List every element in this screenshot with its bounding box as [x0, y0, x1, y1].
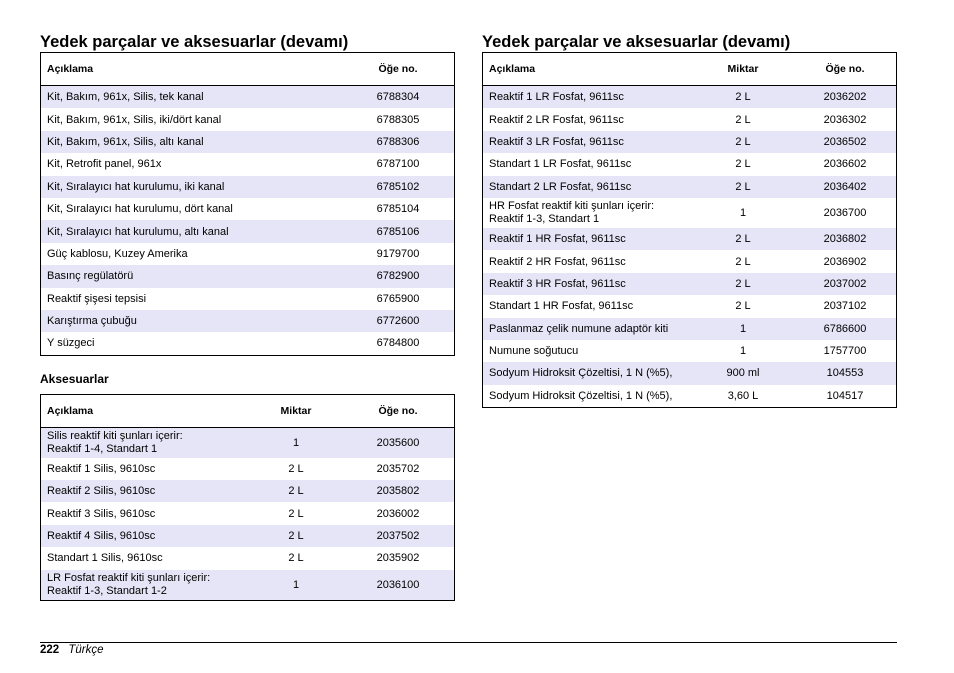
table-row [41, 480, 455, 502]
item-no-cell: 2035802 [342, 480, 455, 502]
description-cell [483, 362, 693, 384]
table-row [41, 131, 455, 153]
description-cell: Karıştırma çubuğu [41, 310, 343, 332]
column-header-item-no: Öğe no. [794, 53, 897, 86]
table-row [41, 458, 455, 480]
quantity-cell: 2 L [250, 547, 342, 569]
description-cell [483, 273, 693, 295]
table-row [41, 243, 455, 265]
item-no-cell: 2036802 [794, 228, 897, 250]
description-cell: Güç kablosu, Kuzey Amerika [41, 243, 343, 265]
table-row [41, 153, 455, 175]
item-no-cell: 6788306 [342, 131, 455, 153]
accessories-table [40, 394, 455, 601]
quantity-cell: 2 L [692, 273, 794, 295]
description-line: Reaktif 3 LR Fosfat, 9611sc [489, 135, 624, 148]
description-line: Reaktif 2 Silis, 9610sc [47, 485, 156, 498]
table-header-row [41, 53, 455, 86]
description-cell: Kit, Sıralayıcı hat kurulumu, dört kanal [41, 198, 343, 220]
table-row [41, 176, 455, 198]
item-no-cell: 6788305 [342, 108, 455, 130]
quantity-cell: 2 L [692, 108, 794, 130]
description-cell [41, 547, 251, 569]
item-no-cell: 6785106 [342, 220, 455, 242]
table-body-accessories [41, 427, 455, 600]
quantity-cell: 2 L [692, 176, 794, 198]
section-title-right: Yedek parçalar ve aksesuarlar (devamı) [482, 33, 791, 51]
quantity-cell: 1 [250, 570, 342, 601]
description-cell: Kit, Retrofit panel, 961x [41, 153, 343, 175]
description-line: Silis reaktif kiti şunları içerir: [47, 429, 183, 442]
description-cell [483, 385, 693, 408]
item-no-cell: 2036700 [794, 198, 897, 228]
description-line: Reaktif 4 Silis, 9610sc [47, 530, 156, 543]
description-line: Standart 1 LR Fosfat, 9611sc [489, 158, 632, 171]
column-header-quantity: Miktar [250, 394, 342, 427]
description-cell [483, 340, 693, 362]
table-row [483, 176, 897, 198]
table-row [483, 385, 897, 408]
quantity-cell: 2 L [692, 86, 794, 109]
table-row [483, 318, 897, 340]
description-line: Reaktif 1 LR Fosfat, 9611sc [489, 91, 624, 104]
table-body-left [41, 86, 455, 356]
table-row [483, 228, 897, 250]
description-cell [483, 108, 693, 130]
description-line: Reaktif 3 Silis, 9610sc [47, 507, 156, 520]
description-line: Standart 1 HR Fosfat, 9611sc [489, 300, 634, 313]
table-header-row [483, 53, 897, 86]
description-cell [483, 176, 693, 198]
item-no-cell: 6787100 [342, 153, 455, 175]
item-no-cell: 6765900 [342, 288, 455, 310]
quantity-cell: 2 L [250, 458, 342, 480]
column-header-item-no: Öğe no. [342, 394, 455, 427]
description-cell [41, 525, 251, 547]
table-row [483, 362, 897, 384]
item-no-cell: 2036202 [794, 86, 897, 109]
description-cell: Kit, Bakım, 961x, Silis, altı kanal [41, 131, 343, 153]
item-no-cell: 2035600 [342, 427, 455, 458]
quantity-cell: 1 [250, 427, 342, 458]
table-row [483, 250, 897, 272]
item-no-cell: 2035702 [342, 458, 455, 480]
column-header-description: Açıklama [41, 394, 251, 427]
table-row [483, 198, 897, 228]
column-header-item-no: Öğe no. [342, 53, 455, 86]
item-no-cell: 2036002 [342, 502, 455, 524]
item-no-cell: 2036402 [794, 176, 897, 198]
item-no-cell: 6772600 [342, 310, 455, 332]
item-no-cell: 104553 [794, 362, 897, 384]
table-row [41, 502, 455, 524]
description-line: Reaktif 1-4, Standart 1 [47, 442, 158, 455]
item-no-cell: 6785104 [342, 198, 455, 220]
column-header-description: Açıklama [41, 53, 343, 86]
table-row [483, 340, 897, 362]
footer-language: Türkçe [68, 644, 104, 656]
table-row [41, 265, 455, 287]
table-row [41, 427, 455, 458]
page-footer [40, 644, 104, 656]
description-cell: Y süzgeci [41, 332, 343, 355]
quantity-cell: 2 L [250, 502, 342, 524]
quantity-cell: 2 L [692, 250, 794, 272]
accessories-title: Aksesuarlar [40, 371, 109, 386]
description-line: HR Fosfat reaktif kiti şunları içerir: [489, 199, 655, 212]
item-no-cell: 6784800 [342, 332, 455, 355]
table-header-row [41, 394, 455, 427]
description-line: Standart 1 Silis, 9610sc [47, 552, 163, 565]
item-no-cell: 2036100 [342, 570, 455, 601]
item-no-cell: 1757700 [794, 340, 897, 362]
description-cell: Basınç regülatörü [41, 265, 343, 287]
description-line: Sodyum Hidroksit Çözeltisi, 1 N (%5), [489, 389, 673, 402]
item-no-cell: 6786600 [794, 318, 897, 340]
description-cell [483, 86, 693, 109]
table-row [41, 525, 455, 547]
table-row [483, 108, 897, 130]
item-no-cell: 104517 [794, 385, 897, 408]
quantity-cell: 3,60 L [692, 385, 794, 408]
item-no-cell: 2036502 [794, 131, 897, 153]
item-no-cell: 2037502 [342, 525, 455, 547]
item-no-cell: 2035902 [342, 547, 455, 569]
table-row [41, 288, 455, 310]
item-no-cell: 6788304 [342, 86, 455, 109]
item-no-cell: 2037002 [794, 273, 897, 295]
section-title-left: Yedek parçalar ve aksesuarlar (devamı) [40, 33, 349, 51]
description-cell: Kit, Bakım, 961x, Silis, tek kanal [41, 86, 343, 109]
quantity-cell: 2 L [250, 525, 342, 547]
description-line: LR Fosfat reaktif kiti şunları içerir: [47, 571, 211, 584]
description-line: Numune soğutucu [489, 345, 579, 358]
table-row [41, 108, 455, 130]
quantity-cell: 2 L [692, 295, 794, 317]
table-row [483, 295, 897, 317]
item-no-cell: 6785102 [342, 176, 455, 198]
quantity-cell: 2 L [692, 228, 794, 250]
table-row [483, 153, 897, 175]
item-no-cell: 2037102 [794, 295, 897, 317]
description-cell [41, 427, 251, 458]
quantity-cell: 2 L [250, 480, 342, 502]
description-cell [483, 318, 693, 340]
description-cell: Kit, Sıralayıcı hat kurulumu, iki kanal [41, 176, 343, 198]
description-line: Paslanmaz çelik numune adaptör kiti [489, 322, 669, 335]
description-cell [483, 131, 693, 153]
quantity-cell: 900 ml [692, 362, 794, 384]
description-line: Reaktif 1 Silis, 9610sc [47, 462, 156, 475]
footer-divider [40, 642, 897, 643]
item-no-cell: 2036902 [794, 250, 897, 272]
description-line: Reaktif 2 LR Fosfat, 9611sc [489, 113, 624, 126]
description-line: Reaktif 1-3, Standart 1 [489, 212, 600, 225]
item-no-cell: 2036302 [794, 108, 897, 130]
description-line: Reaktif 2 HR Fosfat, 9611sc [489, 255, 626, 268]
description-cell [483, 198, 693, 228]
column-header-quantity: Miktar [692, 53, 794, 86]
description-cell [41, 458, 251, 480]
table-row [41, 310, 455, 332]
right-column [482, 32, 897, 408]
description-line: Reaktif 1-3, Standart 1-2 [47, 584, 167, 597]
table-row [483, 86, 897, 109]
quantity-cell: 1 [692, 198, 794, 228]
description-cell: Kit, Bakım, 961x, Silis, iki/dört kanal [41, 108, 343, 130]
table-row [483, 273, 897, 295]
left-column [40, 32, 455, 601]
quantity-cell: 2 L [692, 153, 794, 175]
table-row [41, 86, 455, 109]
page-number: 222 [40, 644, 60, 656]
description-cell [483, 228, 693, 250]
description-cell [41, 570, 251, 601]
item-no-cell: 9179700 [342, 243, 455, 265]
description-cell [41, 502, 251, 524]
description-cell [483, 153, 693, 175]
table-row [41, 332, 455, 355]
quantity-cell: 1 [692, 340, 794, 362]
spare-parts-table-left [40, 52, 455, 356]
table-row [41, 220, 455, 242]
description-line: Reaktif 1 HR Fosfat, 9611sc [489, 233, 626, 246]
spare-parts-table-right [482, 52, 897, 408]
table-row [483, 131, 897, 153]
description-line: Standart 2 LR Fosfat, 9611sc [489, 180, 632, 193]
table-row [41, 547, 455, 569]
item-no-cell: 2036602 [794, 153, 897, 175]
description-cell [41, 480, 251, 502]
description-cell: Reaktif şişesi tepsisi [41, 288, 343, 310]
table-body-right [483, 86, 897, 408]
table-row [41, 570, 455, 601]
description-line: Sodyum Hidroksit Çözeltisi, 1 N (%5), [489, 367, 673, 380]
quantity-cell: 1 [692, 318, 794, 340]
column-header-description: Açıklama [483, 53, 693, 86]
description-cell: Kit, Sıralayıcı hat kurulumu, altı kanal [41, 220, 343, 242]
description-cell [483, 250, 693, 272]
table-row [41, 198, 455, 220]
description-line: Reaktif 3 HR Fosfat, 9611sc [489, 277, 626, 290]
description-cell [483, 295, 693, 317]
quantity-cell: 2 L [692, 131, 794, 153]
item-no-cell: 6782900 [342, 265, 455, 287]
